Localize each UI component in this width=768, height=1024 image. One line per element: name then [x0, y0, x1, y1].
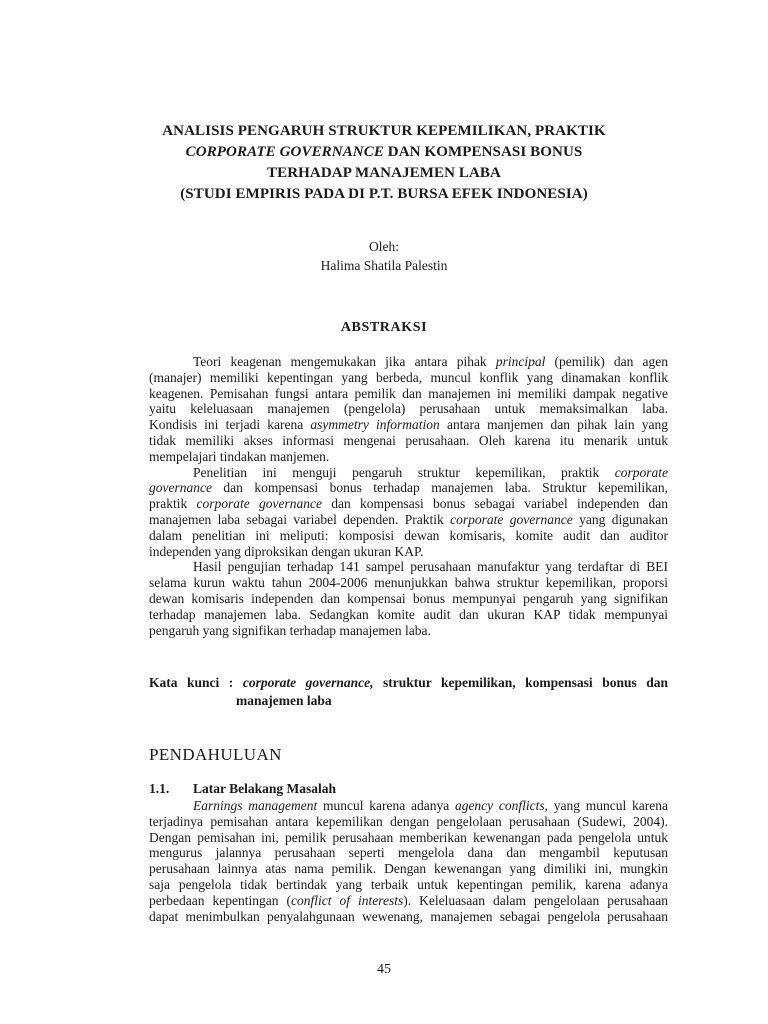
text-line: [149, 386, 668, 402]
text-run: selama kurun waktu tahun 2004-2006 menunjukkan bahwa struktur kepemilikan, proporsi: [149, 575, 668, 591]
text-line: [149, 575, 668, 591]
text-run: dan kompensasi bonus sebagai variabel independen dan: [322, 496, 668, 512]
subsection-heading: [149, 781, 336, 797]
text-line: [149, 465, 668, 481]
text-run: Hasil pengujian terhadap 141 sampel perusahaan manufaktur yang terdaftar di BEI: [193, 559, 668, 575]
keywords-italic: corporate governance,: [242, 675, 374, 690]
text-line: [149, 607, 668, 623]
italic-term: principal: [495, 354, 546, 369]
text-run: yang digunakan: [572, 511, 668, 527]
text-run: tidak memiliki akses informasi mengenai perusahaan. Oleh karena itu menarik untuk: [149, 432, 668, 448]
text-run: perbedaan kepentingan (: [149, 892, 291, 908]
text-line: [149, 591, 668, 607]
author-block: [100, 237, 668, 275]
text-run: mempelajari tindakan manjemen.: [149, 448, 330, 464]
text-line: [149, 909, 668, 925]
text-run: antara manjemen dan pihak lain yang: [439, 417, 668, 433]
italic-term: corporate: [614, 464, 668, 480]
text-run: pengaruh yang signifikan terhadap manajemen laba.: [149, 622, 431, 638]
text-run: saja pengelola tidak bertindak yang terbaik untuk kepentingan pemilik, karena adanya: [149, 876, 668, 892]
text-run: mengurus jalannya perusahaan seperti mengelola dana dan mengambil keputusan: [149, 845, 668, 861]
text-line: [149, 559, 668, 575]
italic-term: agency conflicts: [454, 798, 545, 813]
keywords: [149, 674, 668, 710]
text-run: dapat menimbulkan penyalahgunaan wewenang, manajemen sebagai pengelola perusahaan: [149, 908, 668, 924]
text-run: (pemilik) dan agen: [545, 354, 669, 369]
text-line: [149, 528, 668, 544]
author-name: Halima Shatila Palestin: [320, 258, 448, 273]
text-run: praktik: [149, 496, 197, 512]
text-line: [149, 845, 668, 861]
text-run: muncul karena adanya: [317, 798, 455, 813]
text-run: Dengan pemisahan ini, pemilik perusahaan memberikan kewenangan pada pengelola untuk: [149, 829, 668, 845]
text-line: [149, 480, 668, 496]
abstract-heading: ABSTRAKSI: [340, 320, 428, 335]
section-heading: PENDAHULUAN: [149, 745, 282, 764]
text-run: keagenen. Pemisahan fungsi antara pemilik dan manajemen ini memiliki dampak negative: [149, 385, 668, 401]
keywords-rest: struktur kepemilikan, kompensasi bonus dan: [382, 675, 669, 690]
text-run: ). Keleluasaan dalam pengelolaan perusahaan: [403, 892, 668, 908]
text-run: dalam penelitian ini meliputi: komposisi dewan komisaris, komite audit dan auditor: [149, 527, 668, 543]
text-line: [149, 449, 668, 465]
title-line-1: ANALISIS PENGARUH STRUKTUR KEPEMILIKAN, PRAKTIK: [162, 123, 606, 139]
text-run: perusahaan lainnya atas nama pemilik. Dengan kewenangan yang dimiliki ini, mungkin: [149, 861, 668, 877]
text-run: dewan komisaris independen dan kompensai bonus mempunyai pengaruh yang signifikan: [149, 590, 668, 606]
text-run: Kondisis ini terjadi karena: [149, 417, 311, 433]
title-line-2-rest: DAN KOMPENSASI BONUS: [383, 144, 583, 160]
title-line-4: (STUDI EMPIRIS PADA DI P.T. BURSA EFEK INDONESIA): [180, 186, 588, 202]
text-line: [149, 877, 668, 893]
by-label: Oleh:: [369, 239, 399, 254]
text-run: Penelitian ini menguji pengaruh struktur kepemilikan, praktik: [193, 464, 615, 480]
text-line: [149, 861, 668, 877]
body-paragraph: [149, 798, 668, 924]
text-run: independen yang diproksikan dengan ukuran KAP.: [149, 543, 424, 559]
text-line: [149, 798, 668, 814]
text-line: [149, 830, 668, 846]
abstract-body: [149, 354, 668, 638]
text-run: Teori keagenan mengemukakan jika antara pihak: [193, 354, 496, 369]
text-run: manajemen laba sebagai variabel dependen. Praktik: [149, 511, 451, 527]
text-run: yaitu keleluasaan manajemen (pengelola) perusahaan untuk memaksimalkan laba.: [149, 401, 668, 417]
text-run: dan kompensasi bonus terhadap manajemen laba. Struktur kepemilikan,: [211, 480, 668, 496]
text-line: [149, 496, 668, 512]
italic-term: governance: [149, 480, 212, 496]
text-line: [149, 401, 668, 417]
text-line: [149, 433, 668, 449]
title-line-2: [100, 142, 668, 163]
page-number: 45: [377, 962, 391, 977]
text-line: [149, 544, 668, 560]
italic-term: Earnings management: [193, 798, 318, 813]
italic-term: corporate governance: [196, 496, 322, 512]
abstract-paragraph-1: [149, 354, 668, 465]
text-line: [149, 354, 668, 370]
text-line: [149, 893, 668, 909]
abstract-paragraph-2: [149, 465, 668, 560]
paper-title: [100, 121, 668, 205]
italic-term: corporate governance: [450, 511, 573, 527]
subsection-number: 1.1.: [149, 781, 170, 796]
text-line: [149, 512, 668, 528]
text-line: [149, 623, 668, 639]
text-run: terhadap manajemen laba. Sedangkan komite audit dan ukuran KAP tidak mempunyai: [149, 606, 668, 622]
italic-term: conflict of interests: [290, 892, 404, 908]
keywords-label: Kata kunci :: [149, 675, 234, 690]
abstract-paragraph-3: [149, 559, 668, 638]
title-line-3: TERHADAP MANAJEMEN LABA: [267, 165, 501, 181]
text-run: (manajer) memiliki kepentingan yang berbeda, muncul konflik yang dinamakan konflik: [149, 369, 668, 385]
text-line: [149, 814, 668, 830]
text-line: [149, 417, 668, 433]
title-line-2-italic: CORPORATE GOVERNANCE: [185, 144, 384, 160]
subsection-title: Latar Belakang Masalah: [193, 781, 337, 796]
text-line: [149, 370, 668, 386]
keywords-line-1: [149, 674, 668, 692]
italic-term: asymmetry information: [310, 417, 440, 433]
keywords-line-2: manajemen laba: [236, 693, 332, 708]
text-run: , yang muncul karena: [544, 798, 668, 813]
text-run: terjadinya pemisahan antara kepemilikan dengan pengelolaan perusahaan (Sudewi, 2004).: [149, 813, 668, 829]
